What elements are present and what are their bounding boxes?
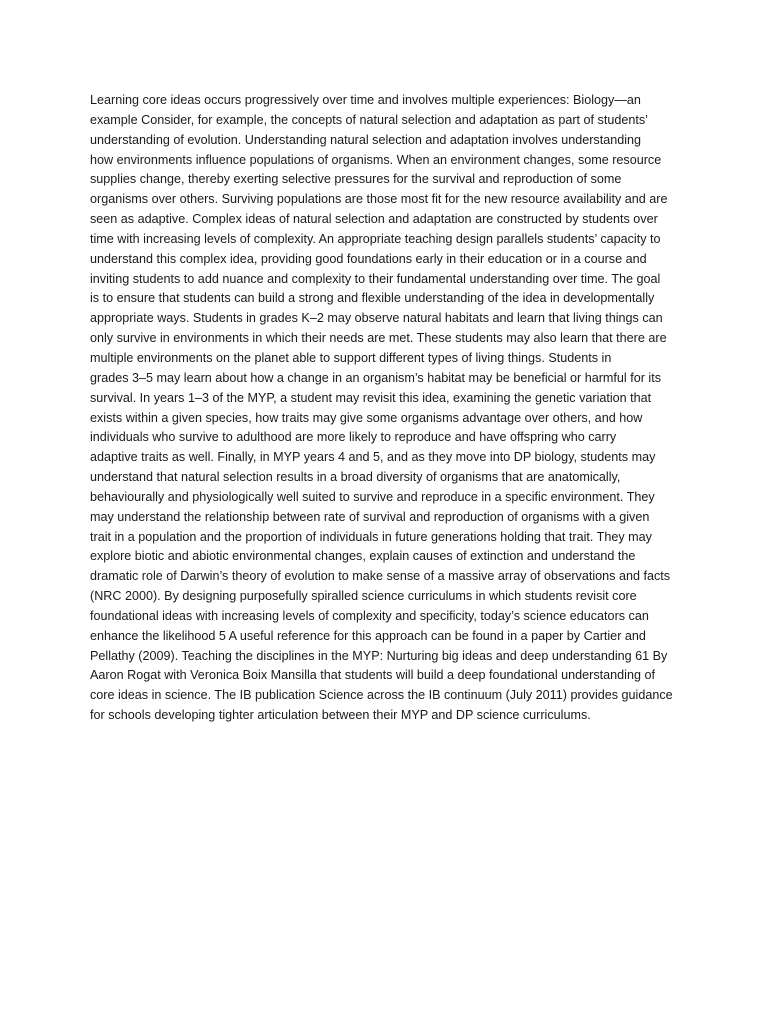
text-line: (NRC 2000). By designing purposefully spiralled science curriculums in which students revisit core — [90, 589, 637, 604]
text-line: for schools developing tighter articulation between their MYP and DP science curriculums. — [90, 708, 591, 723]
text-line: enhance the likelihood 5 A useful reference for this approach can be found in a paper by Cartier and — [90, 628, 646, 643]
text-line: dramatic role of Darwin’s theory of evolution to make sense of a massive array of observations and facts — [90, 569, 671, 584]
text-line: understand that natural selection results in a broad diversity of organisms that are anatomically, — [90, 470, 621, 485]
text-line: adaptive traits as well. Finally, in MYP years 4 and 5, and as they move into DP biology, students may — [90, 450, 656, 465]
text-line: appropriate ways. Students in grades K–2 may observe natural habitats and learn that living things can — [90, 311, 663, 326]
text-line: exists within a given species, how traits may give some organisms advantage over others, and how — [90, 410, 643, 425]
text-line: explore biotic and abiotic environmental changes, explain causes of extinction and understand the — [90, 549, 636, 564]
text-line: inviting students to add nuance and complexity to their fundamental understanding over time. The goal — [90, 271, 661, 286]
text-line: behaviourally and physiologically well suited to survive and reproduce in a specific environment. They — [90, 489, 655, 504]
text-line: may understand the relationship between rate of survival and reproduction of organisms with a given — [90, 509, 650, 524]
text-line: how environments influence populations of organisms. When an environment changes, some resource — [90, 152, 662, 167]
text-line: individuals who survive to adulthood are more likely to reproduce and have offspring who carry — [90, 430, 617, 445]
text-line: organisms over others. Surviving populations are those most fit for the new resource availability and are — [90, 192, 668, 207]
text-line: is to ensure that students can build a strong and flexible understanding of the idea in developmentally — [90, 291, 655, 306]
text-line: example Consider, for example, the concepts of natural selection and adaptation as part of students’ — [90, 112, 648, 127]
text-line: Pellathy (2009). Teaching the disciplines in the MYP: Nurturing big ideas and deep understanding 61 By — [90, 648, 668, 663]
body-paragraph — [90, 91, 678, 726]
text-line: understanding of evolution. Understanding natural selection and adaptation involves understanding — [90, 132, 642, 147]
text-line: supplies change, thereby exerting selective pressures for the survival and reproduction of some — [90, 172, 622, 187]
text-line: multiple environments on the planet able to support different types of living things. Students in — [90, 350, 612, 365]
text-line: grades 3–5 may learn about how a change in an organism’s habitat may be beneficial or harmful for its — [90, 370, 662, 385]
text-line: trait in a population and the proportion of individuals in future generations holding that trait. They may — [90, 529, 652, 544]
text-line: time with increasing levels of complexity. An appropriate teaching design parallels students’ capacity to — [90, 231, 661, 246]
text-line: Learning core ideas occurs progressively over time and involves multiple experiences: Biology—an — [90, 93, 641, 107]
text-line: only survive in environments in which their needs are met. These students may also learn that there are — [90, 331, 667, 346]
text-line: seen as adaptive. Complex ideas of natural selection and adaptation are constructed by students over — [90, 212, 658, 227]
text-line: foundational ideas with increasing levels of complexity and specificity, today’s science educators can — [90, 608, 649, 623]
text-line: survival. In years 1–3 of the MYP, a student may revisit this idea, examining the genetic variation that — [90, 390, 652, 405]
text-line: understand this complex idea, providing good foundations early in their education or in a course and — [90, 251, 647, 266]
text-line: Aaron Rogat with Veronica Boix Mansilla that students will build a deep foundational understanding of — [90, 668, 655, 683]
text-line: core ideas in science. The IB publication Science across the IB continuum (July 2011) provides guidance — [90, 688, 673, 703]
